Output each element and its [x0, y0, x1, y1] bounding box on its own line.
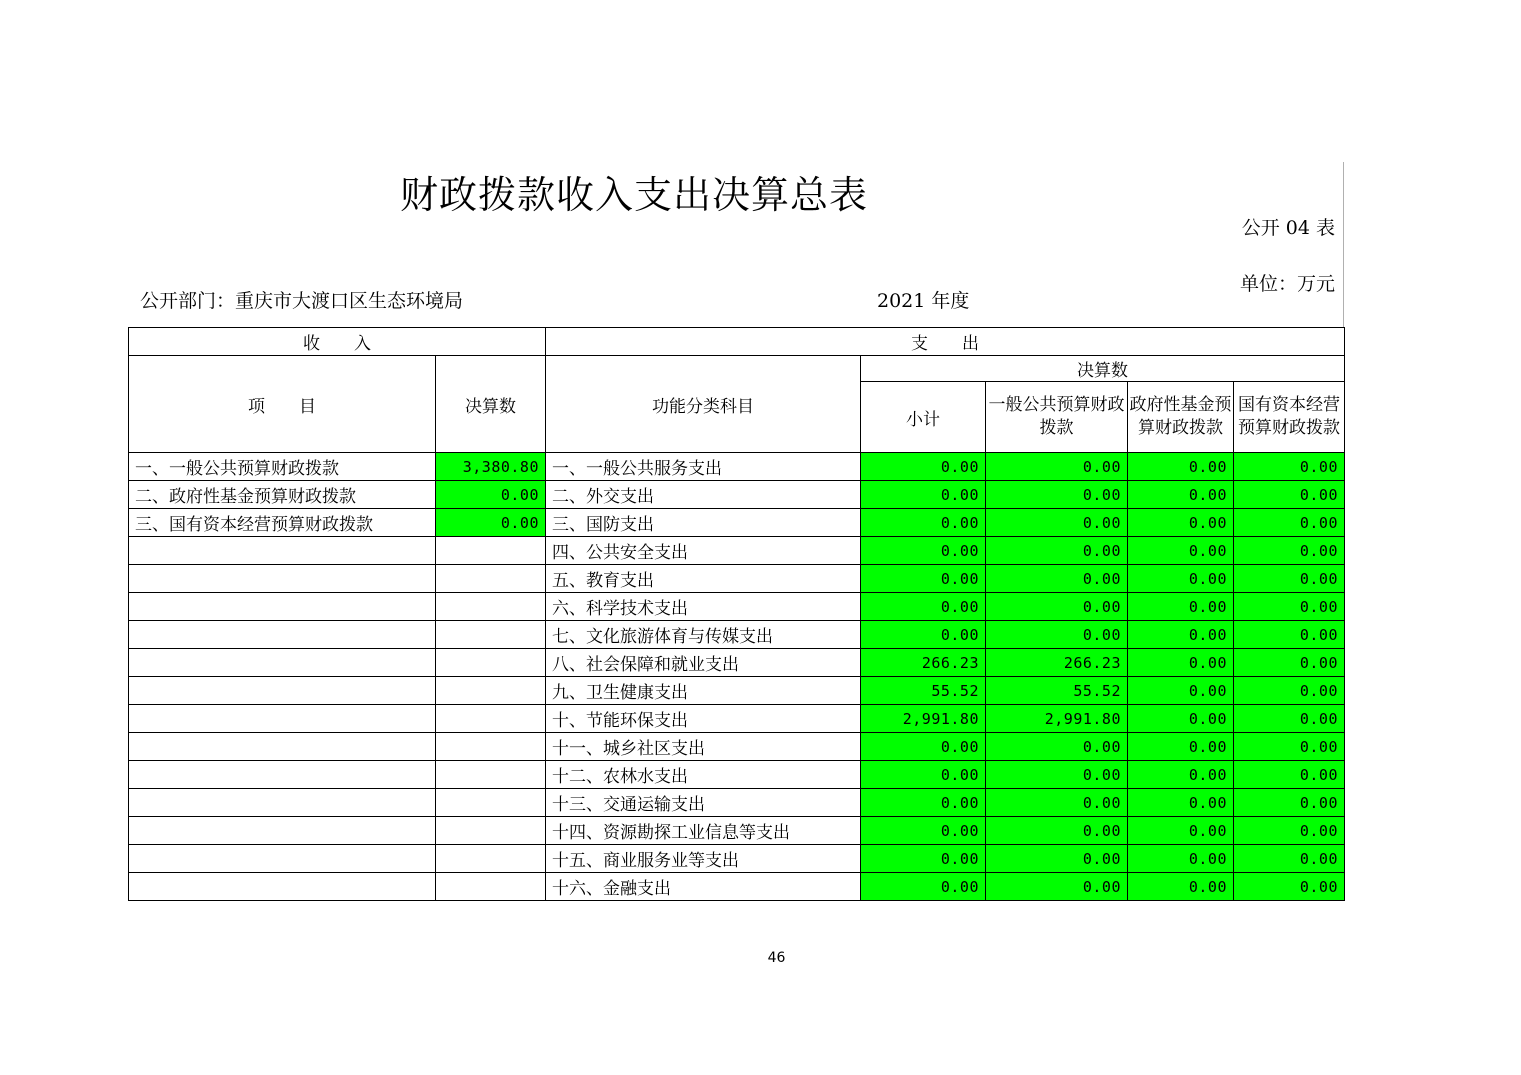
expense-item-cell: 九、卫生健康支出 [546, 677, 861, 705]
page-title: 财政拨款收入支出决算总表 [400, 173, 869, 217]
expense-item-cell: 十六、金融支出 [546, 873, 861, 901]
table-row [129, 621, 1345, 649]
state-capital-cell: 0.00 [1234, 593, 1345, 621]
table-row [129, 565, 1345, 593]
state-capital-cell: 0.00 [1234, 761, 1345, 789]
income-amount-cell [436, 593, 546, 621]
expense-item-cell: 四、公共安全支出 [546, 537, 861, 565]
table-row [129, 537, 1345, 565]
income-amount-cell [436, 649, 546, 677]
income-amount-cell [436, 761, 546, 789]
income-amount-cell [436, 733, 546, 761]
gov-fund-cell: 0.00 [1128, 761, 1234, 789]
general-budget-cell: 0.00 [986, 845, 1128, 873]
right-border-line [1343, 162, 1344, 327]
subtotal-cell: 0.00 [861, 817, 986, 845]
income-item-cell [129, 705, 436, 733]
state-capital-cell: 0.00 [1234, 649, 1345, 677]
table-row [129, 593, 1345, 621]
subtotal-cell: 0.00 [861, 789, 986, 817]
subtotal-cell: 0.00 [861, 873, 986, 901]
income-amount-cell [436, 817, 546, 845]
gov-fund-cell: 0.00 [1128, 509, 1234, 537]
gov-fund-cell: 0.00 [1128, 453, 1234, 481]
income-item-cell: 三、国有资本经营预算财政拨款 [129, 509, 436, 537]
gov-fund-cell: 0.00 [1128, 817, 1234, 845]
income-item-cell [129, 537, 436, 565]
expense-item-cell: 七、文化旅游体育与传媒支出 [546, 621, 861, 649]
expense-item-cell: 十二、农林水支出 [546, 761, 861, 789]
income-item-cell: 二、政府性基金预算财政拨款 [129, 481, 436, 509]
general-budget-cell: 0.00 [986, 481, 1128, 509]
general-budget-cell: 266.23 [986, 649, 1128, 677]
gov-fund-cell: 0.00 [1128, 481, 1234, 509]
income-amount-cell [436, 705, 546, 733]
income-amount-cell [436, 621, 546, 649]
income-amount-cell: 0.00 [436, 509, 546, 537]
income-amount-cell: 0.00 [436, 481, 546, 509]
general-budget-cell: 0.00 [986, 537, 1128, 565]
expense-item-cell: 十三、交通运输支出 [546, 789, 861, 817]
general-budget-cell: 0.00 [986, 761, 1128, 789]
general-budget-cell: 0.00 [986, 509, 1128, 537]
gov-fund-cell: 0.00 [1128, 565, 1234, 593]
department-label: 公开部门：重庆市大渡口区生态环境局 [140, 290, 464, 312]
gov-fund-cell: 0.00 [1128, 789, 1234, 817]
page-number: 46 [767, 950, 786, 966]
income-amount-cell: 3,380.80 [436, 453, 546, 481]
state-capital-cell: 0.00 [1234, 509, 1345, 537]
income-amount-cell [436, 677, 546, 705]
income-item-cell [129, 733, 436, 761]
gov-fund-cell: 0.00 [1128, 593, 1234, 621]
subtotal-cell: 2,991.80 [861, 705, 986, 733]
general-budget-cell: 0.00 [986, 453, 1128, 481]
gov-fund-column-header: 政府性基金预算财政拨款 [1128, 382, 1234, 453]
income-item-cell [129, 565, 436, 593]
income-amount-cell [436, 789, 546, 817]
income-item-cell [129, 761, 436, 789]
general-budget-cell: 0.00 [986, 817, 1128, 845]
income-amount-column-header: 决算数 [436, 356, 546, 453]
table-row [129, 733, 1345, 761]
final-amount-group-header: 决算数 [861, 356, 1345, 382]
income-item-cell [129, 677, 436, 705]
gov-fund-cell: 0.00 [1128, 873, 1234, 901]
income-amount-cell [436, 537, 546, 565]
budget-table [128, 327, 1345, 901]
form-code: 公开 04 表 [1241, 217, 1335, 239]
general-budget-column-header: 一般公共预算财政拨款 [986, 382, 1128, 453]
table-row [129, 761, 1345, 789]
unit-label: 单位：万元 [1239, 273, 1335, 295]
subtotal-cell: 0.00 [861, 537, 986, 565]
expense-item-cell: 十五、商业服务业等支出 [546, 845, 861, 873]
subtotal-cell: 0.00 [861, 593, 986, 621]
general-budget-cell: 0.00 [986, 789, 1128, 817]
expense-item-cell: 八、社会保障和就业支出 [546, 649, 861, 677]
gov-fund-cell: 0.00 [1128, 705, 1234, 733]
table-row [129, 649, 1345, 677]
general-budget-cell: 0.00 [986, 593, 1128, 621]
income-section-header: 收 入 [129, 328, 546, 356]
state-capital-cell: 0.00 [1234, 705, 1345, 733]
state-capital-cell: 0.00 [1234, 733, 1345, 761]
table-row [129, 817, 1345, 845]
gov-fund-cell: 0.00 [1128, 537, 1234, 565]
function-category-column-header: 功能分类科目 [546, 356, 861, 453]
table-row [129, 453, 1345, 481]
income-item-cell [129, 649, 436, 677]
state-capital-cell: 0.00 [1234, 481, 1345, 509]
table-row [129, 481, 1345, 509]
expense-item-cell: 十一、城乡社区支出 [546, 733, 861, 761]
subtotal-cell: 0.00 [861, 481, 986, 509]
income-item-cell [129, 817, 436, 845]
state-capital-cell: 0.00 [1234, 873, 1345, 901]
state-capital-cell: 0.00 [1234, 789, 1345, 817]
expense-item-cell: 十四、资源勘探工业信息等支出 [546, 817, 861, 845]
state-capital-cell: 0.00 [1234, 677, 1345, 705]
gov-fund-cell: 0.00 [1128, 621, 1234, 649]
subtotal-cell: 0.00 [861, 845, 986, 873]
state-capital-cell: 0.00 [1234, 453, 1345, 481]
expense-item-cell: 十、节能环保支出 [546, 705, 861, 733]
state-capital-cell: 0.00 [1234, 565, 1345, 593]
income-amount-cell [436, 873, 546, 901]
expense-item-cell: 六、科学技术支出 [546, 593, 861, 621]
income-item-cell [129, 593, 436, 621]
subtotal-cell: 0.00 [861, 453, 986, 481]
item-column-header: 项 目 [129, 356, 436, 453]
subtotal-cell: 266.23 [861, 649, 986, 677]
subtotal-cell: 55.52 [861, 677, 986, 705]
subtotal-cell: 0.00 [861, 565, 986, 593]
table-row [129, 845, 1345, 873]
state-capital-column-header: 国有资本经营预算财政拨款 [1234, 382, 1345, 453]
gov-fund-cell: 0.00 [1128, 677, 1234, 705]
table-body [129, 453, 1345, 901]
table-row [129, 873, 1345, 901]
subtotal-cell: 0.00 [861, 733, 986, 761]
subtotal-column-header: 小计 [861, 382, 986, 453]
subtotal-cell: 0.00 [861, 621, 986, 649]
gov-fund-cell: 0.00 [1128, 733, 1234, 761]
expense-item-cell: 三、国防支出 [546, 509, 861, 537]
expense-item-cell: 二、外交支出 [546, 481, 861, 509]
gov-fund-cell: 0.00 [1128, 649, 1234, 677]
gov-fund-cell: 0.00 [1128, 845, 1234, 873]
table-row [129, 509, 1345, 537]
expense-section-header: 支 出 [546, 328, 1345, 356]
general-budget-cell: 0.00 [986, 733, 1128, 761]
income-item-cell [129, 789, 436, 817]
income-amount-cell [436, 565, 546, 593]
table-row [129, 789, 1345, 817]
general-budget-cell: 0.00 [986, 565, 1128, 593]
income-item-cell: 一、一般公共预算财政拨款 [129, 453, 436, 481]
general-budget-cell: 55.52 [986, 677, 1128, 705]
state-capital-cell: 0.00 [1234, 621, 1345, 649]
expense-item-cell: 五、教育支出 [546, 565, 861, 593]
table-row [129, 677, 1345, 705]
income-item-cell [129, 845, 436, 873]
income-item-cell [129, 873, 436, 901]
state-capital-cell: 0.00 [1234, 817, 1345, 845]
table-row [129, 705, 1345, 733]
general-budget-cell: 2,991.80 [986, 705, 1128, 733]
fiscal-year: 2021 年度 [877, 290, 970, 312]
general-budget-cell: 0.00 [986, 621, 1128, 649]
income-amount-cell [436, 845, 546, 873]
general-budget-cell: 0.00 [986, 873, 1128, 901]
state-capital-cell: 0.00 [1234, 845, 1345, 873]
expense-item-cell: 一、一般公共服务支出 [546, 453, 861, 481]
subtotal-cell: 0.00 [861, 509, 986, 537]
subtotal-cell: 0.00 [861, 761, 986, 789]
state-capital-cell: 0.00 [1234, 537, 1345, 565]
income-item-cell [129, 621, 436, 649]
